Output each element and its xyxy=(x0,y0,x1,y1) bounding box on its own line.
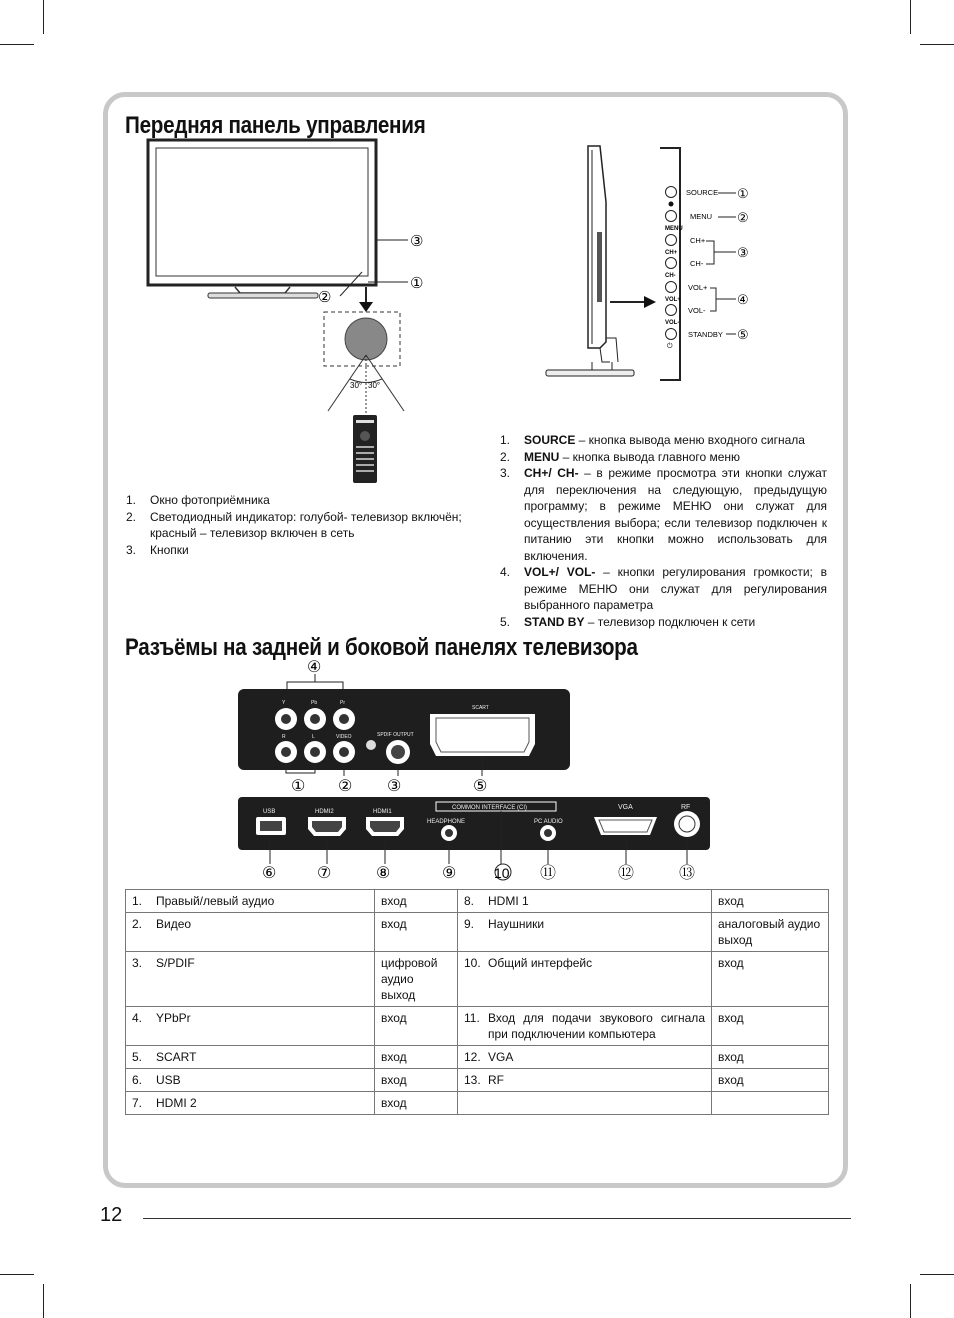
callout-5: ⑤ xyxy=(473,778,488,795)
label-pr: Pr xyxy=(340,700,345,706)
label-spdif: SPDIF OUTPUT xyxy=(377,732,414,738)
callout-2: ② xyxy=(338,778,353,795)
label-source: SOURCE xyxy=(686,188,719,197)
side-callout-1: ① xyxy=(737,186,749,201)
vol-plus-button[interactable] xyxy=(666,282,677,293)
table-row: 3. S/PDIF цифровой аудио выход 10. Общий интерфейс вход xyxy=(126,952,829,1007)
standby-icon: ⏻ xyxy=(667,343,673,350)
table-row: 6. USB вход 13. RF вход xyxy=(126,1069,829,1092)
callout-7: ⑦ xyxy=(317,865,332,882)
crop-mark xyxy=(920,44,954,45)
list-item: 5. STAND BY – телевизор подключен к сети xyxy=(500,614,756,629)
page-number: 12 xyxy=(100,1204,123,1226)
ch-plus-button[interactable] xyxy=(666,235,677,246)
list-item: 2. MENU – кнопка вывода главного меню xyxy=(500,449,741,464)
crop-mark xyxy=(910,0,911,34)
label-common-interface: COMMON INTERFACE (CI) xyxy=(452,805,527,811)
label-usb: USB xyxy=(263,809,276,815)
buttons-description-list xyxy=(500,432,827,630)
crop-mark xyxy=(0,44,34,45)
callout-13: ⑬ xyxy=(679,865,696,882)
footer-divider xyxy=(143,1218,851,1219)
list-item: 1. Окно фотоприёмника xyxy=(126,493,270,507)
side-panel-diagram xyxy=(540,142,770,382)
angle-left-label: 30° xyxy=(350,381,363,390)
callout-4: ④ xyxy=(307,659,322,676)
label-y: Y xyxy=(282,700,286,706)
menu-button[interactable] xyxy=(666,211,677,222)
list-item: 4. VOL+/ VOL- – кнопки регулирования громкости; в режиме МЕНЮ они служат для регулирования выбранного параметра xyxy=(500,565,827,612)
label-l: L xyxy=(312,734,315,740)
ch-minus-button[interactable] xyxy=(666,258,677,269)
label-hdmi2: HDMI2 xyxy=(315,809,334,815)
table-row: 2. Видео вход 9. Наушники аналоговый аудио выход xyxy=(126,913,829,952)
table-row: 1. Правый/левый аудио вход 8. HDMI 1 вход xyxy=(126,890,829,913)
side-label-ch-plus: CH+ xyxy=(665,250,678,256)
label-ch-minus: CH- xyxy=(690,259,704,268)
callout-1: ① xyxy=(291,778,306,795)
table-row: 7. HDMI 2 вход xyxy=(126,1092,829,1115)
callout-12: ⑫ xyxy=(618,865,635,882)
callout-2: ② xyxy=(318,289,332,306)
list-item: 1. SOURCE – кнопка вывода меню входного сигнала xyxy=(500,433,805,447)
side-callout-4: ④ xyxy=(737,292,749,307)
side-label-vol-plus: VOL+ xyxy=(665,297,681,303)
side-callout-3: ③ xyxy=(737,245,749,260)
callout-11: ⑪ xyxy=(540,865,557,882)
crop-mark xyxy=(0,1274,34,1275)
callout-9: ⑨ xyxy=(442,865,457,882)
callout-3: ③ xyxy=(387,778,402,795)
rear-panel-diagram xyxy=(230,656,720,886)
label-vga: VGA xyxy=(618,804,633,811)
label-ch-plus: CH+ xyxy=(690,236,706,245)
callout-6: ⑥ xyxy=(262,865,277,882)
label-scart: SCART xyxy=(472,705,489,711)
label-standby: STANDBY xyxy=(688,330,723,339)
section-title-connectors: Разъёмы на задней и боковой панелях телевизора xyxy=(125,634,638,661)
label-pb: Pb xyxy=(311,700,318,706)
callout-3: ③ xyxy=(410,233,424,250)
label-r: R xyxy=(282,734,286,740)
vol-minus-button[interactable] xyxy=(666,305,677,316)
callout-10: 10 xyxy=(494,865,510,881)
label-vol-minus: VOL- xyxy=(688,306,706,315)
side-callout-2: ② xyxy=(737,210,749,225)
side-label-vol-minus: VOL- xyxy=(665,320,680,326)
label-video: VIDEO xyxy=(336,734,352,740)
table-row: 5. SCART вход 12. VGA вход xyxy=(126,1046,829,1069)
angle-right-label: 30° xyxy=(368,381,381,390)
label-rf: RF xyxy=(681,804,691,811)
standby-button[interactable] xyxy=(666,329,677,340)
crop-mark xyxy=(43,1284,44,1318)
source-button[interactable] xyxy=(666,187,677,198)
crop-mark xyxy=(920,1274,954,1275)
crop-mark xyxy=(910,1284,911,1318)
crop-mark xyxy=(43,0,44,34)
section-title-front-panel: Передняя панель управления xyxy=(125,112,426,139)
side-label-menu: MENU xyxy=(665,226,683,232)
table-row: 4. YPbPr вход 11. Вход для подачи звукового сигнала при подключении компьютера вход xyxy=(126,1007,829,1046)
list-item: 2. Светодиодный индикатор: голубой- телевизор включён; красный – телевизор включен в сеть xyxy=(126,509,462,540)
connectors-table xyxy=(125,889,829,1115)
side-callout-5: ⑤ xyxy=(737,327,749,342)
callout-8: ⑧ xyxy=(376,865,391,882)
label-vol-plus: VOL+ xyxy=(688,283,708,292)
list-item: 3. CH+/ CH- – в режиме просмотра эти кнопки служат для переключения на следующую, предыдущую программу; в режиме МЕНЮ они служат для осуществления выбора; если телевизор подключен к питанию эти кнопки можно использовать для включения. xyxy=(500,466,827,563)
label-hdmi1: HDMI1 xyxy=(373,809,392,815)
label-headphone: HEADPHONE xyxy=(427,819,466,825)
label-menu: MENU xyxy=(690,212,713,221)
list-item: 3. Кнопки xyxy=(126,542,189,557)
callout-1: ① xyxy=(410,275,424,292)
label-pc-audio: PC AUDIO xyxy=(534,819,563,825)
front-tv-diagram xyxy=(140,130,450,500)
side-label-ch-minus: CH- xyxy=(665,273,676,279)
front-description-list xyxy=(126,492,462,558)
